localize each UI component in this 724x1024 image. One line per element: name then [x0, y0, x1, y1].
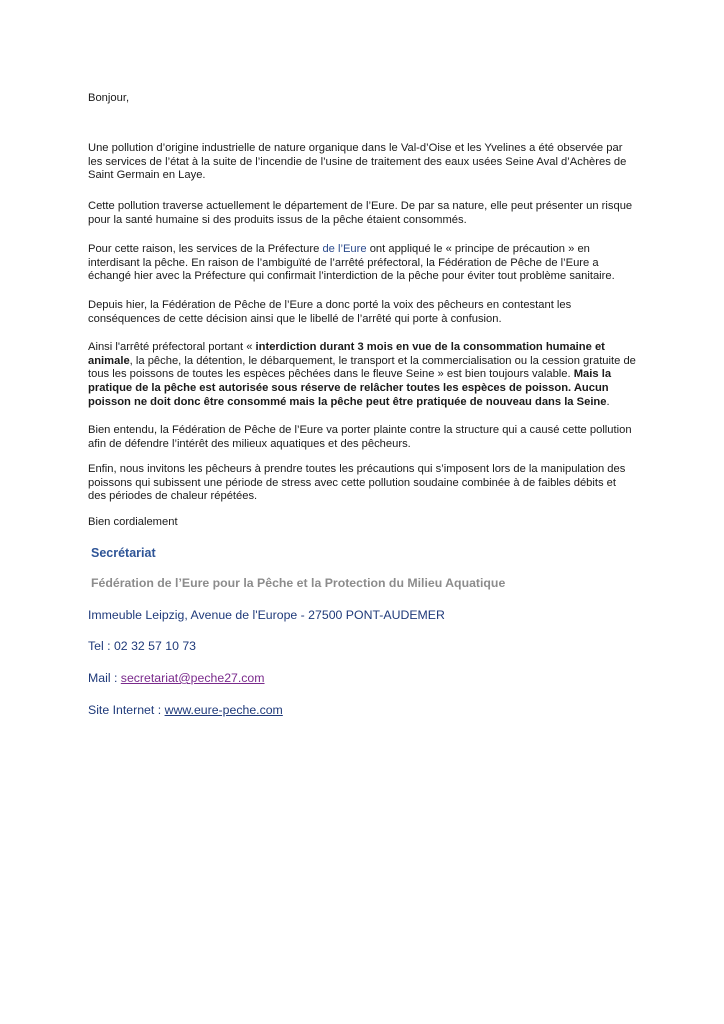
signature-name: Secrétariat	[91, 546, 156, 560]
paragraph-arrete-bold-practice: Mais la pratique de la pêche est autorisée sous réserve de relâcher toutes les espèces de poisson. Aucun poisson ne doit donc être consommé mais la pêche peut être pratiquée de nouveau dans la Seine	[88, 368, 612, 408]
mail-link[interactable]: secretariat@peche27.com	[120, 671, 265, 685]
signature-site	[88, 703, 283, 717]
signature-address: Immeuble Leipzig, Avenue de l'Europe - 27500 PONT-AUDEMER	[88, 608, 445, 622]
website-link[interactable]: www.eure-peche.com	[164, 703, 283, 717]
paragraph-pollution-origin: Une pollution d’origine industrielle de nature organique dans le Val-d’Oise et les Yvelines a été observée par les services de l’état à la suite de l’incendie de l’usine de traitement des eaux usées Seine Aval d’Achères de Saint Germain en Laye.	[88, 142, 627, 182]
signature-tel	[88, 639, 196, 653]
paragraph-prefecture	[88, 243, 636, 284]
paragraph-federation-voice: Depuis hier, la Fédération de Pêche de l’Eure a donc porté la voix des pêcheurs en contestant les conséquences de cette décision ainsi que le libellé de l’arrêté qui porte à confusion.	[88, 299, 572, 325]
paragraph-arrete-period: .	[606, 395, 610, 408]
paragraph-complaint: Bien entendu, la Fédération de Pêche de l’Eure va porter plainte contre la structure qui a causé cette pollution afin de défendre l’intérêt des milieux aquatiques et des pêcheurs.	[88, 424, 632, 450]
paragraph-prefecture-text-a: Pour cette raison, les services de la Préfecture	[88, 243, 323, 255]
signature-site-label: Site Internet :	[88, 703, 165, 717]
paragraph-arrete-text-a: Ainsi l'arrêté préfectoral portant «	[88, 341, 256, 353]
closing: Bien cordialement	[88, 516, 178, 528]
signature-mail-label: Mail :	[88, 671, 121, 685]
signature-tel-label: Tel :	[88, 639, 114, 653]
paragraph-precautions: Enfin, nous invitons les pêcheurs à prendre toutes les précautions qui s’imposent lors de la manipulation des poissons qui subissent une période de stress avec cette pollution soudaine combinée à de faibles débits et des périodes de chaleur répétées.	[88, 463, 626, 503]
paragraph-arrete-text-c: , la pêche, la détention, le débarquement, le transport et la commercialisation ou la cession gratuite de tous les poissons de toutes les espèces pêchées dans le fleuve Seine » est bien toujours valable.	[88, 354, 636, 381]
paragraph-pollution-risk: Cette pollution traverse actuellement le département de l’Eure. De par sa nature, elle peut présenter un risque pour la santé humaine si des produits issus de la pêche étaient consommés.	[88, 200, 633, 226]
paragraph-prefecture-eure: de l’Eure	[322, 243, 367, 255]
signature-tel-value: 02 32 57 10 73	[113, 639, 197, 653]
signature-organization: Fédération de l’Eure pour la Pêche et la Protection du Milieu Aquatique	[91, 576, 506, 590]
greeting: Bonjour,	[88, 92, 130, 104]
signature-mail	[88, 671, 265, 685]
paragraph-arrete-bold-ban: interdiction durant 3 mois en vue de la consommation humaine et animale	[88, 341, 605, 367]
paragraph-arrete	[88, 341, 636, 410]
paragraph-prefecture-text-c: ont appliqué le « principe de précaution » en interdisant la pêche. En raison de l’ambiguïté de l’arrêté préfectoral, la Fédération de Pêche de l’Eure a échangé hier avec la Préfecture qui confirmait l’interdiction de la pêche pour éviter tout problème sanitaire.	[88, 243, 615, 283]
